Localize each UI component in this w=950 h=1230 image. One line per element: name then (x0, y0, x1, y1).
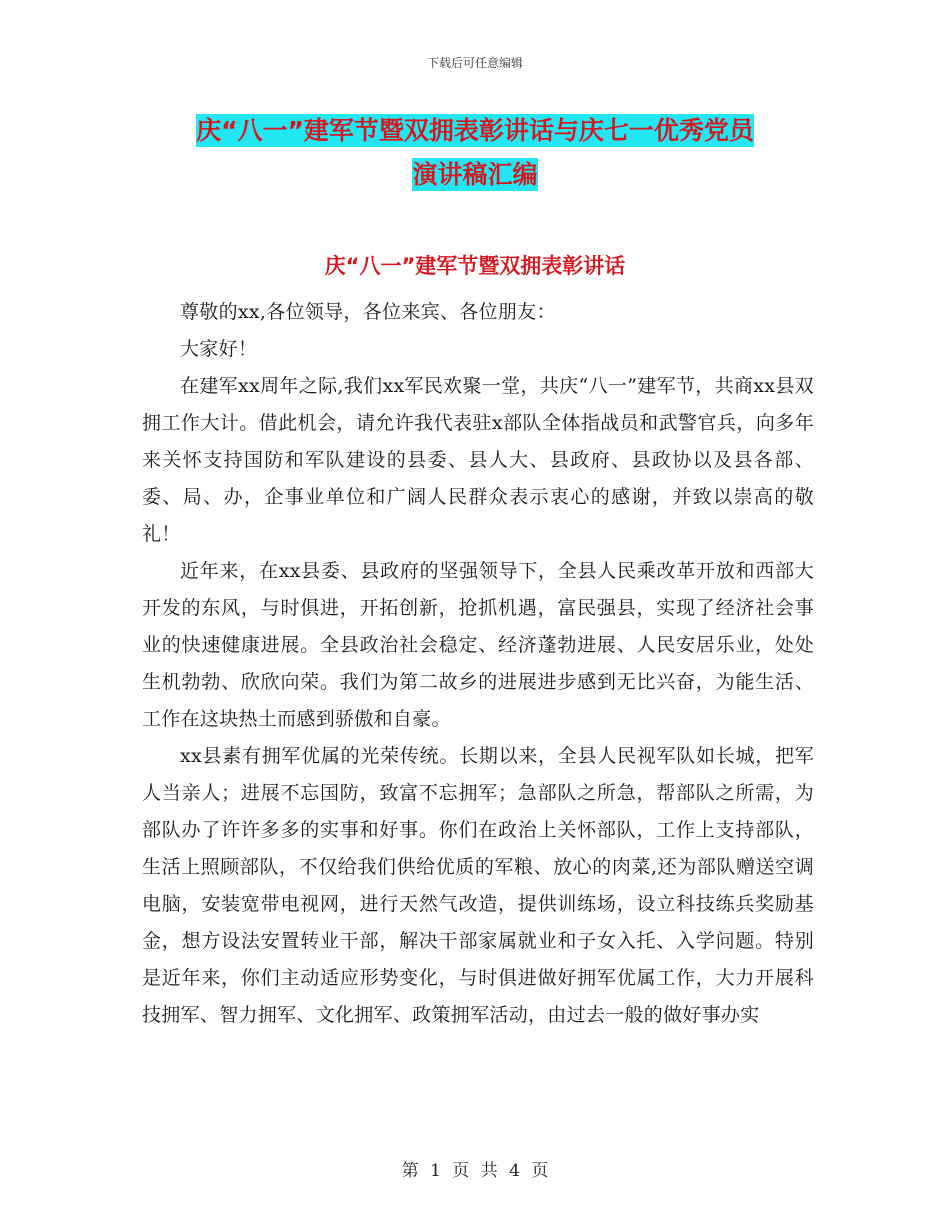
document-title-line-2 (0, 160, 950, 190)
section-title: 庆“八一”建军节暨双拥表彰讲话 (324, 254, 626, 278)
paragraph-2: 近年来，在xx县委、县政府的坚强领导下，全县人民乘改革开放和西部大开发的东风，与时俱进，开拓创新，抢抓机遇，富民强县，实现了经济社会事业的快速健康进展。全县政治社会稳定、经济蓬勃进展、人民安居乐业，处处生机勃勃、欣欣向荣。我们为第二故乡的进展进步感到无比兴奋，为能生活、工作在这块热土而感到骄傲和自豪。 (142, 560, 814, 730)
paragraph-1: 在建军xx周年之际,我们xx军民欢聚一堂，共庆“八一”建军节，共商xx县双拥工作大计。借此机会，请允许我代表驻x部队全体指战员和武警官兵，向多年来关怀支持国防和军队建设的县委、县人大、县政府、县政协以及县各部、委、局、办，企事业单位和广阔人民群众表示衷心的感谢，并致以崇高的敬礼！ (142, 375, 814, 545)
page-number: 第 1 页 共 4 页 (401, 1161, 549, 1181)
paragraph-3: xx县素有拥军优属的光荣传统。长期以来，全县人民视军队如长城，把军人当亲人；进展不忘国防，致富不忘拥军；急部队之所急，帮部队之所需，为部队办了许许多多的实事和好事。你们在政治上关怀部队，工作上支持部队，生活上照顾部队，不仅给我们供给优质的军粮、放心的肉菜,还为部队赠送空调电脑，安装宽带电视网，进行天然气改造，提供训练场，设立科技练兵奖励基金，想方设法安置转业干部，解决干部家属就业和子女入托、入学问题。特别是近年来，你们主动适应形势变化，与时俱进做好拥军优属工作，大力开展科技拥军、智力拥军、文化拥军、政策拥军活动，由过去一般的做好事办实 (142, 745, 814, 1026)
page-header-note: 下载后可任意编辑 (426, 56, 523, 70)
document-body (142, 294, 814, 1034)
paragraph-greeting: 大家好！ (180, 338, 258, 360)
paragraph-salutation: 尊敬的xx,各位领导，各位来宾、各位朋友： (180, 301, 556, 323)
document-title-text-2: 演讲稿汇编 (412, 160, 538, 189)
document-title-line-1 (0, 116, 950, 146)
document-title-text-1: 庆“八一”建军节暨双拥表彰讲话与庆七一优秀党员 (196, 116, 754, 145)
